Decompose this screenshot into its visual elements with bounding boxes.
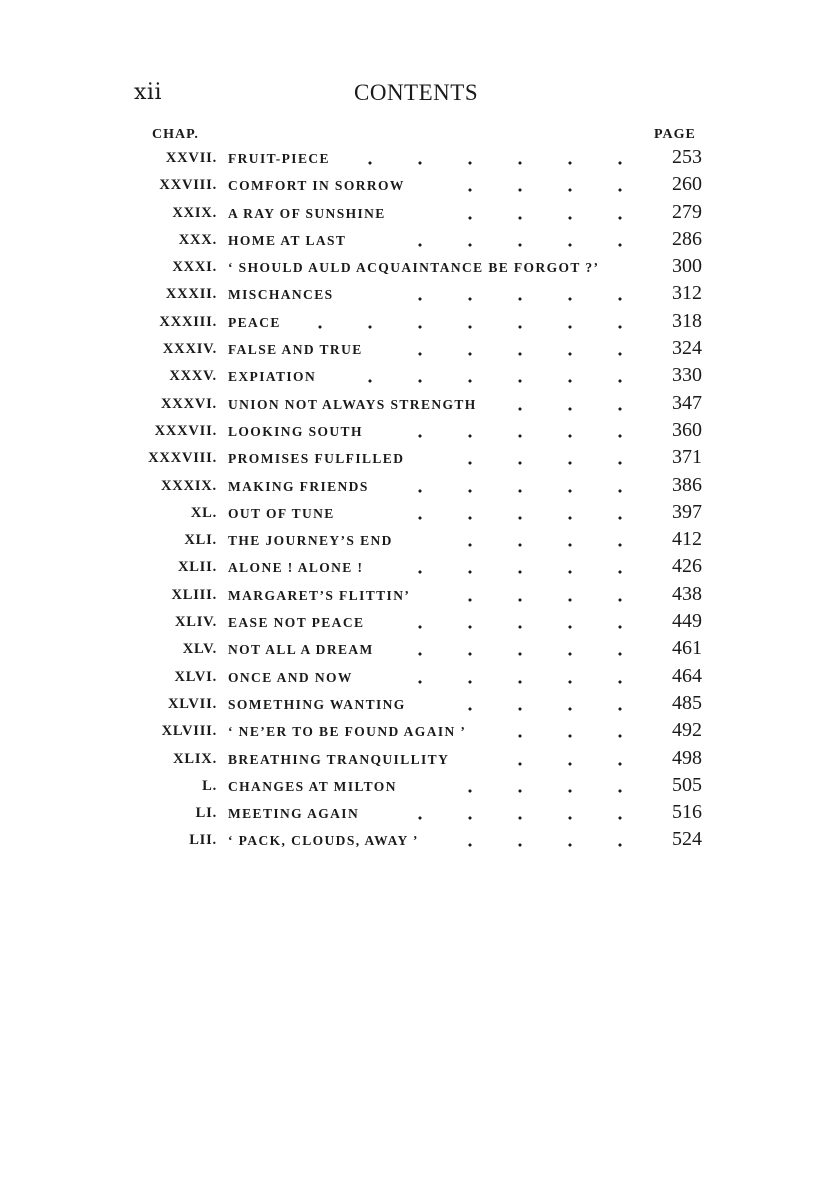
chapter-page-number: 412 [672,528,702,551]
toc-entry [0,146,840,173]
chapter-title: FALSE AND TRUE [228,342,363,358]
chapter-number: XXXIII. [159,313,217,330]
chapter-title: UNION NOT ALWAYS STRENGTH [228,396,477,412]
toc-entry [0,665,840,692]
chapter-number: XLVI. [174,668,217,685]
chapter-title: BREATHING TRANQUILLITY [228,751,450,767]
dot-leader [439,542,645,548]
toc-entry [0,555,840,582]
chapter-title: ALONE ! ALONE ! [228,560,364,576]
toc-entry [0,637,840,664]
chapter-page-number: 464 [672,664,702,687]
toc-entry [0,364,840,391]
dot-leader [439,706,645,712]
dot-leader [389,515,645,521]
chapter-title: EASE NOT PEACE [228,615,365,631]
toc-entry [0,774,840,801]
chapter-title: ‘ NE’ER TO BE FOUND AGAIN ’ [228,724,467,740]
chapter-title: PEACE [228,314,281,330]
toc-entry [0,801,840,828]
chapter-number: XLIV. [174,614,217,631]
dot-leader [439,597,645,603]
chapter-page-number: 397 [672,500,702,523]
toc-entry [0,173,840,200]
dot-leader [489,733,645,739]
toc-entry [0,446,840,473]
chapter-page-number: 438 [672,582,702,605]
toc-entry [0,255,840,282]
chapter-number: LI. [195,805,217,822]
chapter-title: CHANGES AT MILTON [228,778,397,794]
chapter-title: LOOKING SOUTH [228,423,363,439]
chapter-title: THE JOURNEY’S END [228,533,393,549]
chapter-number: XXXIV. [162,341,217,358]
chapter-title: FRUIT-PIECE [228,151,330,166]
chapter-page-number: 505 [672,773,702,796]
chapter-page-number: 279 [672,200,702,223]
dot-leader [389,815,645,821]
toc-entry [0,228,840,255]
chapter-title: MISCHANCES [228,287,334,303]
chapter-number: XXVII. [165,150,217,166]
dot-leader [389,351,645,357]
chapter-page-number: 449 [672,610,702,633]
dot-leader [389,624,645,630]
chapter-title: MARGARET’S FLITTIN’ [228,587,411,603]
chapter-page-number: 318 [672,309,702,332]
chapter-number: XLI. [184,532,217,549]
chapter-page-number: 300 [672,255,702,278]
chapter-number: XXVIII. [159,177,217,194]
dot-leader [439,187,645,193]
toc-entry [0,337,840,364]
dot-leader [439,460,645,466]
chapter-number: LII. [189,832,217,849]
chapter-page-number: 347 [672,391,702,414]
chapter-page-number: 324 [672,337,702,360]
chapter-number: XXX. [178,231,217,248]
chapter-column-label: CHAP. [152,127,199,142]
chapter-title: ONCE AND NOW [228,669,353,685]
chapter-title: PROMISES FULFILLED [228,451,405,467]
page-title: CONTENTS [354,80,479,105]
dot-leader [489,406,645,412]
chapter-page-number: 253 [672,146,702,168]
dot-leader [489,761,645,767]
chapter-page-number: 312 [672,282,702,305]
dot-leader [289,324,645,330]
chapter-number: XXIX. [172,204,217,221]
chapter-number: L. [202,777,217,794]
chapter-page-number: 330 [672,364,702,387]
dot-leader [389,433,645,439]
chapter-page-number: 426 [672,555,702,578]
chapter-page-number: 461 [672,637,702,660]
chapter-number: XXXIX. [161,477,217,494]
chapter-number: XXXVI. [161,395,217,412]
chapter-number: XLVIII. [161,723,217,740]
toc-entry [0,528,840,555]
chapter-number: XLV. [182,641,217,658]
chapter-number: XXXVII. [154,422,217,439]
chapter-title: EXPIATION [228,369,317,385]
chapter-page-number: 360 [672,418,702,441]
chapter-page-number: 516 [672,801,702,824]
chapter-title: NOT ALL A DREAM [228,642,374,658]
chapter-number: XLII. [177,559,217,576]
chapter-title: HOME AT LAST [228,232,347,248]
chapter-number: XXXI. [172,259,217,276]
toc-entry [0,747,840,774]
dot-leader [389,651,645,657]
chapter-title: SOMETHING WANTING [228,696,406,712]
chapter-number: XLIX. [173,750,217,767]
chapter-page-number: 524 [672,828,702,851]
page-column-label: PAGE [654,127,696,142]
toc-entry [0,310,840,337]
chapter-page-number: 386 [672,473,702,496]
toc-entry [0,610,840,637]
toc-entry [0,282,840,309]
chapter-title: MEETING AGAIN [228,806,360,822]
dot-leader [389,242,645,248]
chapter-number: XXXII. [165,286,217,303]
dot-leader [339,160,645,166]
toc-entry [0,583,840,610]
chapter-number: XLIII. [171,586,217,603]
dot-leader [339,378,645,384]
chapter-number: XLVII. [168,695,217,712]
toc-entry [0,828,840,855]
chapter-title: A RAY OF SUNSHINE [228,205,386,221]
toc-entry [0,201,840,228]
dot-leader [389,488,645,494]
chapter-page-number: 485 [672,691,702,714]
chapter-page-number: 260 [672,173,702,196]
page-number: xii [134,80,162,105]
contents-list [0,146,840,856]
dot-leader [389,679,645,685]
chapter-title: ‘ SHOULD AULD ACQUAINTANCE BE FORGOT ?’ [228,260,600,276]
toc-entry [0,419,840,446]
toc-entry [0,501,840,528]
chapter-number: XXXV. [169,368,217,385]
dot-leader [439,215,645,221]
dot-leader [389,296,645,302]
chapter-number: XXXVIII. [148,450,217,467]
toc-entry [0,474,840,501]
chapter-title: COMFORT IN SORROW [228,178,405,194]
chapter-page-number: 371 [672,446,702,469]
dot-leader [389,569,645,575]
chapter-title: ‘ PACK, CLOUDS, AWAY ’ [228,833,419,849]
chapter-title: MAKING FRIENDS [228,478,369,494]
chapter-page-number: 286 [672,227,702,250]
dot-leader [439,788,645,794]
chapter-page-number: 492 [672,719,702,742]
toc-entry [0,719,840,746]
chapter-title: OUT OF TUNE [228,505,335,521]
dot-leader [439,842,645,848]
running-head [0,80,840,110]
chapter-page-number: 498 [672,746,702,769]
toc-entry [0,392,840,419]
toc-entry [0,692,840,719]
dot-leader [639,269,645,275]
chapter-number: XL. [190,504,217,521]
